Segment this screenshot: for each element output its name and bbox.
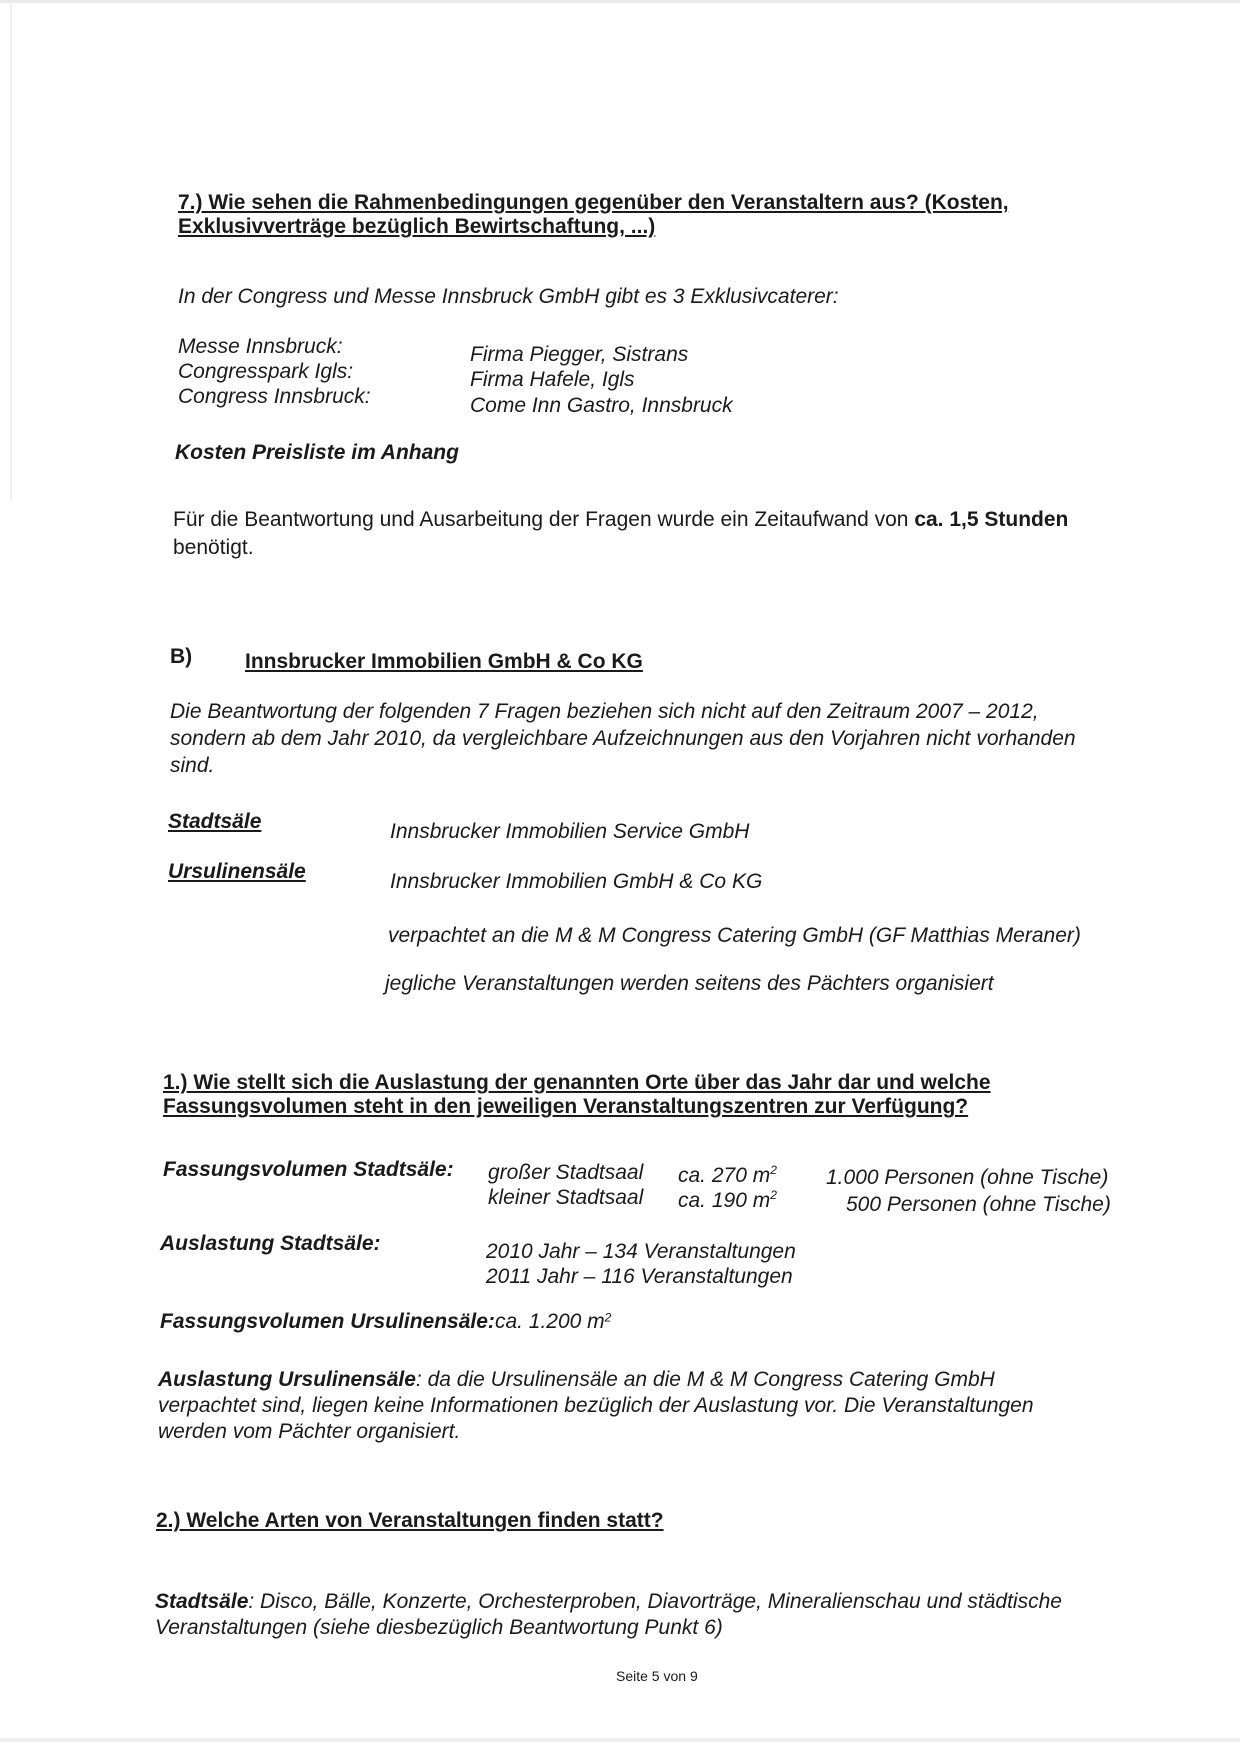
usage-ursulinen-line-3: werden vom Pächter organisiert.	[158, 1420, 461, 1443]
usage-stadtsaele-2011: 2011 Jahr – 116 Veranstaltungen	[486, 1265, 793, 1288]
scan-edge-top	[0, 0, 1240, 3]
caterer-venue-1: Messe Innsbruck:	[178, 335, 343, 358]
time-note-text: Für die Beantwortung und Ausarbeitung der Fragen wurde ein Zeitaufwand von	[173, 508, 909, 531]
capacity-size-1	[678, 1163, 777, 1188]
capacity-size-1-value: ca. 270 m	[678, 1164, 771, 1187]
section-b-letter: B)	[170, 645, 193, 668]
section-b-intro-2: sondern ab dem Jahr 2010, da vergleichbare Aufzeichnungen aus den Vorjahren nicht vorhanden	[170, 727, 1076, 750]
caterer-venue-2: Congresspark Igls:	[178, 360, 354, 383]
time-note-hours: ca. 1,5 Stunden	[914, 508, 1069, 531]
usage-stadtsaele-2010: 2010 Jahr – 134 Veranstaltungen	[486, 1240, 796, 1263]
capacity-ursulinen-label: Fassungsvolumen Ursulinensäle:	[160, 1310, 495, 1333]
capacity-size-1-sup: 2	[770, 1163, 777, 1177]
capacity-hall-2: kleiner Stadtsaal	[488, 1186, 644, 1209]
event-types-text-1: : Disco, Bälle, Konzerte, Orchesterproben, Diavorträge, Mineralienschau und städtische	[248, 1590, 1062, 1613]
capacity-size-2	[678, 1188, 777, 1213]
venue-ursulinensaele-owner: Innsbrucker Immobilien GmbH & Co KG	[390, 870, 763, 893]
usage-ursulinen-line-2: verpachtet sind, liegen keine Informationen bezüglich der Auslastung vor. Die Veranstaltungen	[158, 1394, 1034, 1417]
question-1-line-2: Fassungsvolumen steht in den jeweiligen Veranstaltungszentren zur Verfügung?	[163, 1095, 969, 1118]
lease-note: verpachtet an die M & M Congress Catering GmbH (GF Matthias Meraner)	[388, 924, 1081, 947]
capacity-ursulinen-value: ca. 1.200 m	[494, 1310, 605, 1333]
venue-stadtsaele: Stadtsäle	[168, 810, 262, 833]
capacity-persons-2: 500 Personen (ohne Tische)	[846, 1193, 1111, 1216]
capacity-stadtsaele-label: Fassungsvolumen Stadtsäle:	[163, 1158, 454, 1181]
section-b-title: Innsbrucker Immobilien GmbH & Co KG	[245, 650, 643, 673]
capacity-ursulinen-line	[160, 1310, 611, 1334]
venue-ursulinensaele: Ursulinensäle	[168, 860, 306, 883]
question-7-text-1: 7.) Wie sehen die Rahmenbedingungen gegenüber den Veranstaltern aus? (Kosten,	[178, 191, 1009, 214]
question-2-title: 2.) Welche Arten von Veranstaltungen finden statt?	[156, 1509, 664, 1532]
usage-ursulinen-line-1	[158, 1368, 995, 1392]
venue-stadtsaele-owner: Innsbrucker Immobilien Service GmbH	[390, 820, 750, 843]
event-types-line-2: Veranstaltungen (siehe diesbezüglich Beantwortung Punkt 6)	[155, 1616, 723, 1639]
organizer-note: jegliche Veranstaltungen werden seitens des Pächters organisiert	[385, 972, 994, 995]
time-note-line-2: benötigt.	[173, 536, 254, 559]
section-b-intro-3: sind.	[170, 754, 215, 777]
question-1-line-1: 1.) Wie stellt sich die Auslastung der genannten Orte über das Jahr dar und welche	[163, 1071, 991, 1094]
time-note-line-1	[173, 508, 1068, 532]
scan-edge-bottom	[0, 1738, 1240, 1742]
scan-edge-left	[10, 0, 12, 500]
question-7-line-1	[178, 190, 1198, 216]
event-types-line-1	[155, 1590, 1062, 1614]
capacity-hall-1: großer Stadtsaal	[488, 1161, 644, 1184]
event-types-label: Stadtsäle	[155, 1590, 249, 1613]
caterer-intro: In der Congress und Messe Innsbruck GmbH gibt es 3 Exklusivcaterer:	[178, 285, 839, 308]
caterer-name-2: Firma Hafele, Igls	[470, 368, 635, 391]
section-b-intro-1: Die Beantwortung der folgenden 7 Fragen beziehen sich nicht auf den Zeitraum 2007 – 2012,	[170, 700, 1039, 723]
capacity-size-2-value: ca. 190 m	[678, 1189, 771, 1212]
usage-ursulinen-label: Auslastung Ursulinensäle	[158, 1368, 416, 1391]
kosten-note: Kosten Preisliste im Anhang	[175, 441, 459, 464]
caterer-name-3: Come Inn Gastro, Innsbruck	[470, 394, 733, 417]
usage-ursulinen-text-1: : da die Ursulinensäle an die M & M Congress Catering GmbH	[415, 1368, 995, 1391]
caterer-venue-3: Congress Innsbruck:	[178, 385, 371, 408]
capacity-size-2-sup: 2	[770, 1188, 777, 1202]
page-footer: Seite 5 von 9	[616, 1668, 698, 1684]
capacity-persons-1: 1.000 Personen (ohne Tische)	[826, 1166, 1109, 1189]
caterer-name-1: Firma Piegger, Sistrans	[470, 343, 689, 366]
capacity-ursulinen-sup: 2	[604, 1310, 612, 1325]
question-7-line-2: Exklusivverträge bezüglich Bewirtschaftung, ...)	[178, 215, 656, 238]
usage-stadtsaele-label: Auslastung Stadtsäle:	[160, 1232, 381, 1255]
